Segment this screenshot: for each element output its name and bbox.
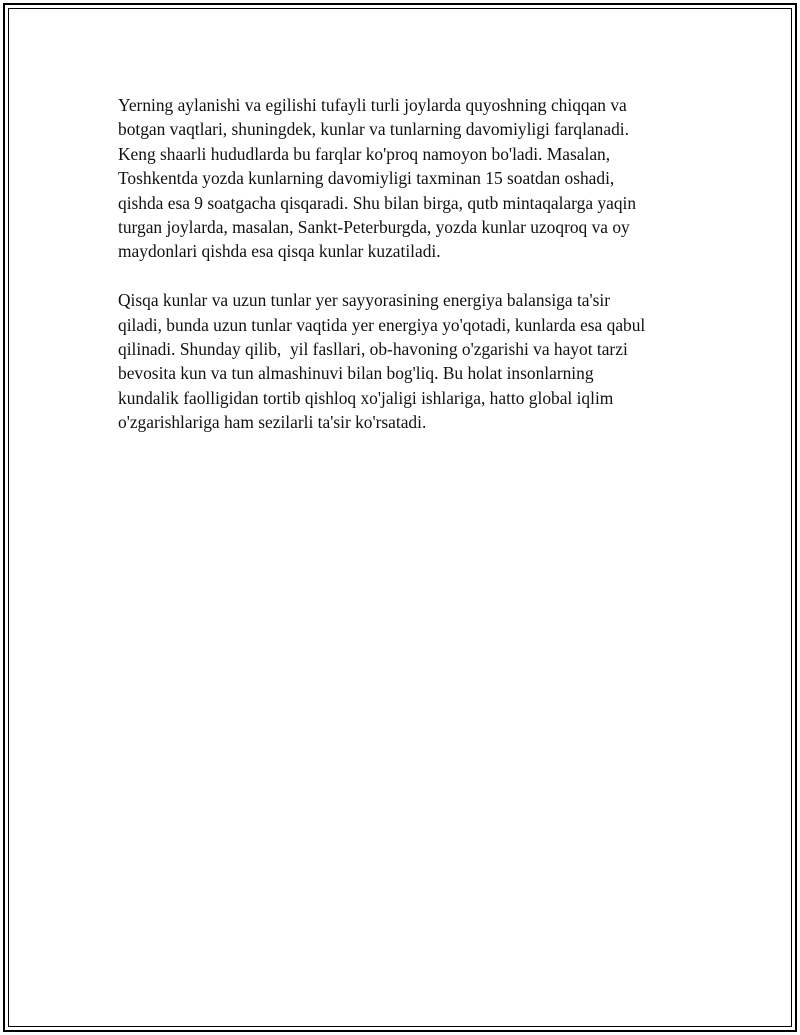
paragraph-1 — [118, 93, 698, 264]
paragraph-2 — [118, 288, 698, 434]
paragraph-line: kundalik faolligidan tortib qishloq xo'jaligi ishlariga, hatto global iqlim — [118, 387, 614, 408]
document-body — [118, 93, 698, 435]
paragraph-line: bevosita kun va tun almashinuvi bilan bog'liq. Bu holat insonlarning — [118, 363, 594, 384]
paragraph-spacer — [118, 264, 698, 288]
paragraph-line: Yerning aylanishi va egilishi tufayli turli joylarda quyoshning chiqqan va — [118, 95, 627, 115]
paragraph-line: qiladi, bunda uzun tunlar vaqtida yer energiya yo'qotadi, kunlarda esa qabul — [118, 314, 646, 335]
paragraph-line: Toshkentda yozda kunlarning davomiyligi taxminan 15 soatdan oshadi, — [118, 168, 615, 189]
paragraph-line: botgan vaqtlari, shuningdek, kunlar va tunlarning davomiyligi farqlanadi. — [118, 119, 629, 140]
paragraph-line: turgan joylarda, masalan, Sankt-Peterburgda, yozda kunlar uzoqroq va oy — [118, 217, 630, 238]
paragraph-line: Keng shaarli hududlarda bu farqlar ko'proq namoyon bo'ladi. Masalan, — [118, 143, 611, 164]
paragraph-line: maydonlari qishda esa qisqa kunlar kuzatiladi. — [118, 241, 441, 262]
paragraph-line: qilinadi. Shunday qilib, yil fasllari, ob-havoning o'zgarishi va hayot tarzi — [118, 339, 628, 360]
paragraph-line: Qisqa kunlar va uzun tunlar yer sayyorasining energiya balansiga ta'sir — [118, 290, 611, 311]
paragraph-line: qishda esa 9 soatgacha qisqaradi. Shu bilan birga, qutb mintaqalarga yaqin — [118, 192, 637, 213]
paragraph-line: o'zgarishlariga ham sezilarli ta'sir ko'rsatadi. — [118, 412, 427, 433]
